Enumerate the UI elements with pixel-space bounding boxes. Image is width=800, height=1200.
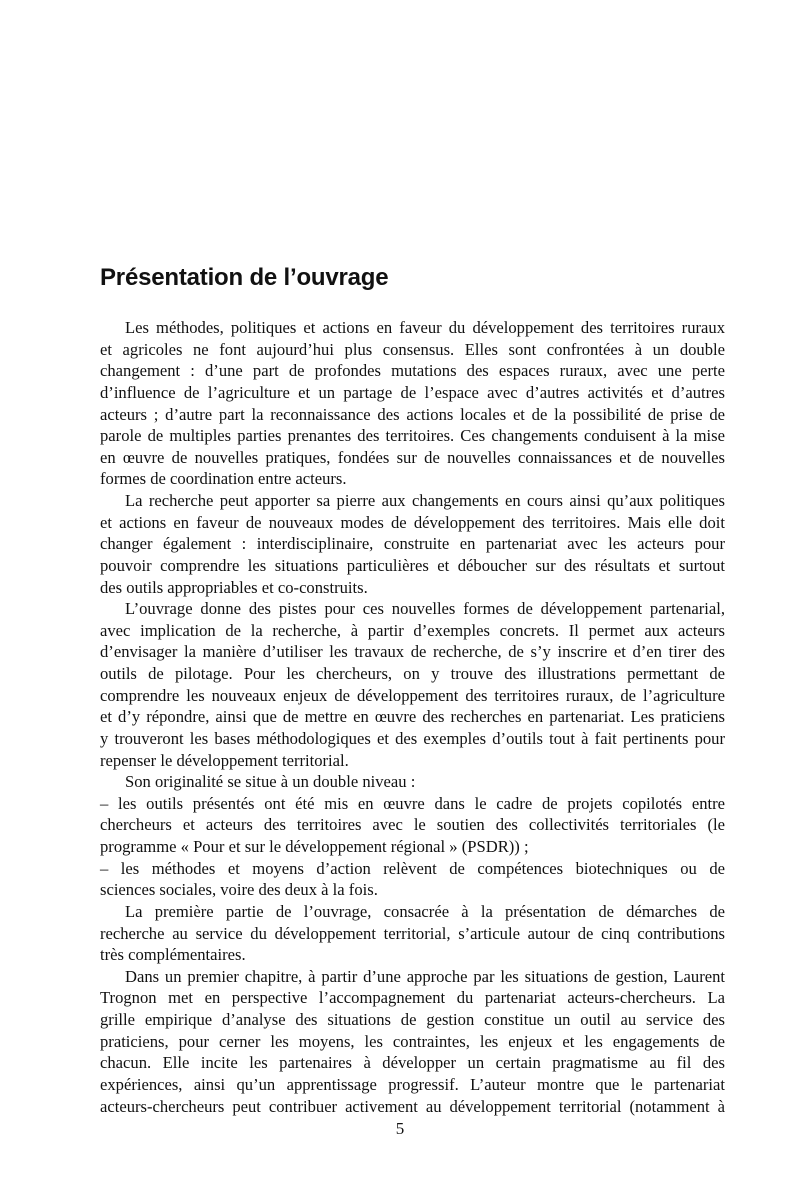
paragraph — [100, 901, 725, 966]
text-line: sciences sociales, voire des deux à la fois. — [100, 880, 378, 900]
text-line: et d’y répondre, ainsi que de mettre en œuvre des recherches en partenariat. Les praticiens — [100, 707, 725, 727]
text-line: très complémentaires. — [100, 945, 246, 965]
text-line: Son originalité se situe à un double niveau : — [125, 772, 416, 792]
text-line: expériences, ainsi qu’un apprentissage progressif. L’auteur montre que le partenariat — [100, 1074, 725, 1094]
text-line: – les outils présentés ont été mis en œuvre dans le cadre de projets copilotés entre — [100, 793, 725, 813]
text-line: – les méthodes et moyens d’action relèvent de compétences biotechniques ou de — [100, 858, 725, 878]
text-line: comprendre les nouveaux enjeux de développement des territoires ruraux, de l’agriculture — [100, 685, 725, 705]
paragraph — [100, 317, 725, 490]
text-line: des outils appropriables et co-construits. — [100, 577, 368, 597]
text-line: acteurs-chercheurs peut contribuer activement au développement territorial (notamment à — [100, 1096, 725, 1116]
text-line: d’envisager la manière d’utiliser les travaux de recherche, de s’y inscrire et d’en tirer des — [100, 642, 725, 662]
paragraph — [100, 793, 725, 858]
text-line: et agricoles ne font aujourd’hui plus consensus. Elles sont confrontées à un double — [100, 339, 725, 359]
text-line: parole de multiples parties prenantes des territoires. Ces changements conduisent à la mise — [100, 426, 725, 446]
paragraph — [100, 771, 725, 793]
paragraph — [100, 966, 725, 1117]
text-line: et actions en faveur de nouveaux modes de développement des territoires. Mais elle doit — [100, 512, 725, 532]
page-number: 5 — [395, 1119, 405, 1138]
text-line: Dans un premier chapitre, à partir d’une approche par les situations de gestion, Laurent — [125, 966, 725, 986]
text-line: grille empirique d’analyse des situations de gestion constitue un outil au service des — [100, 1010, 725, 1029]
page-title: Présentation de l’ouvrage — [100, 264, 389, 291]
text-line: La première partie de l’ouvrage, consacrée à la présentation de démarches de — [125, 901, 725, 921]
paragraph — [100, 490, 725, 598]
body-text — [100, 317, 725, 1117]
text-line: avec implication de la recherche, à partir d’exemples concrets. Il permet aux acteurs — [100, 620, 725, 640]
text-line: en œuvre de nouvelles pratiques, fondées sur de nouvelles connaissances et de nouvelles — [100, 447, 725, 467]
text-line: La recherche peut apporter sa pierre aux changements en cours ainsi qu’aux politiques — [125, 491, 725, 510]
text-line: L’ouvrage donne des pistes pour ces nouvelles formes de développement partenarial, — [125, 599, 725, 619]
text-line: programme « Pour et sur le développement régional » (PSDR)) ; — [100, 837, 529, 856]
text-line: chacun. Elle incite les partenaires à développer un certain pragmatisme au fil des — [100, 1053, 725, 1073]
paragraph — [100, 858, 725, 901]
text-line: repenser le développement territorial. — [100, 750, 349, 770]
text-line: pouvoir comprendre les situations particulières et déboucher sur des résultats et surtout — [100, 555, 725, 575]
text-line: recherche au service du développement territorial, s’articule autour de cinq contributions — [100, 923, 725, 943]
text-line: acteurs ; d’autre part la reconnaissance des actions locales et de la possibilité de prise de — [100, 404, 725, 424]
text-line: praticiens, pour cerner les moyens, les contraintes, les enjeux et les engagements de — [100, 1031, 725, 1051]
text-line: changer également : interdisciplinaire, construite en partenariat avec les acteurs pour — [100, 534, 725, 554]
text-line: changement : d’une part de profondes mutations des espaces ruraux, avec une perte — [100, 361, 725, 381]
paragraph — [100, 598, 725, 771]
text-line: outils de pilotage. Pour les chercheurs, on y trouve des illustrations permettant de — [100, 664, 725, 683]
text-line: y trouveront les bases méthodologiques et des exemples d’outils tout à fait pertinents pour — [100, 728, 725, 748]
text-line: d’influence de l’agriculture et un partage de l’espace avec d’autres activités et d’autres — [100, 382, 725, 402]
text-line: Trognon met en perspective l’accompagnement du partenariat acteurs-chercheurs. La — [100, 988, 725, 1008]
text-line: formes de coordination entre acteurs. — [100, 469, 347, 489]
text-line: chercheurs et acteurs des territoires avec le soutien des collectivités territoriales (le — [100, 815, 725, 835]
text-line: Les méthodes, politiques et actions en faveur du développement des territoires ruraux — [125, 318, 725, 337]
